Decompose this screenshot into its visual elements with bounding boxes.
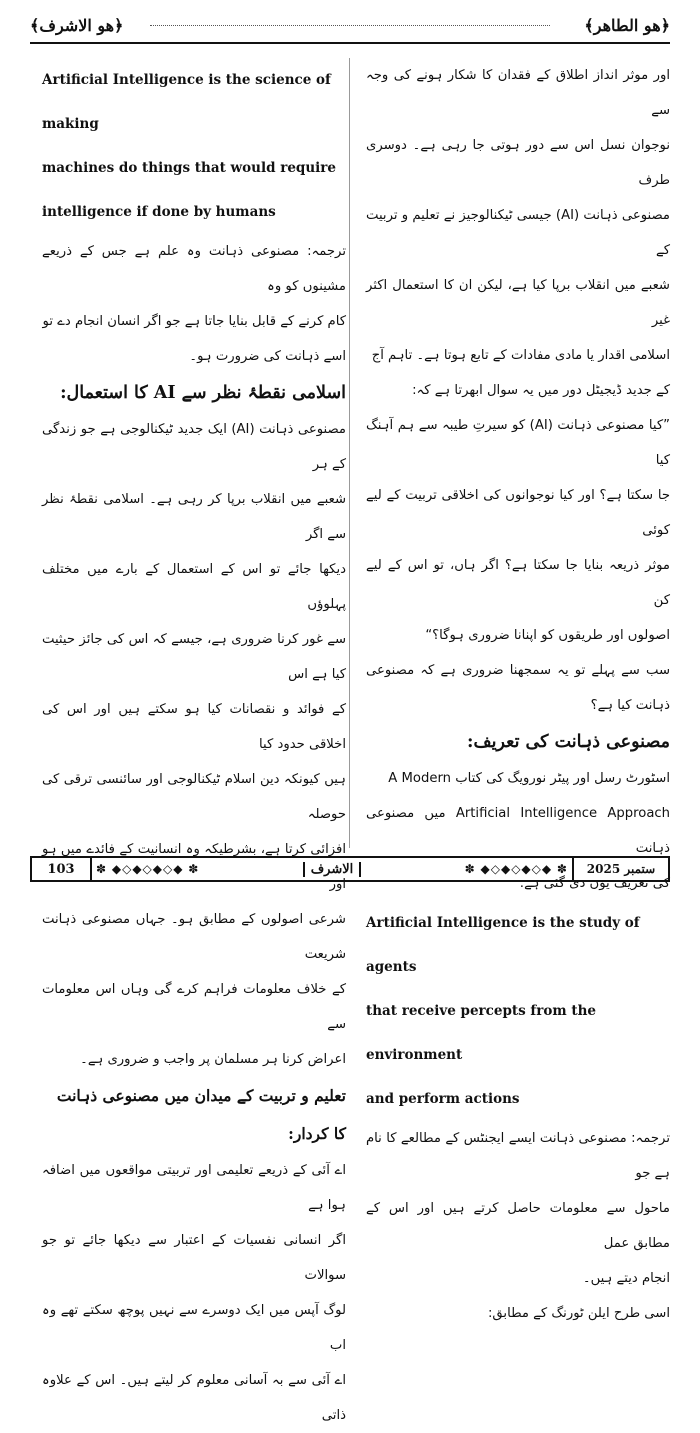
quote-line: ”کیا مصنوعی ذہانت (AI) کو سیرتِ طیبہ سے ہم آہنگ کیا xyxy=(366,418,671,468)
magazine-name: الاشرف xyxy=(303,862,362,877)
quote-line: اصولوں اور طریقوں کو اپنانا ضروری ہوگا؟“ xyxy=(425,628,670,643)
page-footer xyxy=(30,856,670,882)
paragraph-line: مصنوعی ذہانت (AI) ایک جدید ٹیکنالوجی ہے جو زندگی کے ہر xyxy=(42,422,346,472)
paragraph-line: نوجوان نسل اس سے دور ہوتی جا رہی ہے۔ دوسری طرف xyxy=(366,138,670,188)
paragraph-line: افزائی کرتا ہے، بشرطیکہ وہ انسانیت کے فائدے میں ہو اور xyxy=(42,842,346,892)
paragraph-line: شعبے میں انقلاب برپا کر رہی ہے۔ اسلامی نقطۂ نظر سے اگر xyxy=(42,492,346,542)
paragraph-line: اسٹورٹ رسل اور پیٹر نورویگ کی کتاب A Modern xyxy=(388,771,670,786)
english-definition-line: and perform actions xyxy=(366,1091,520,1107)
paragraph-line: ہیں کیونکہ دین اسلام ٹیکنالوجی اور سائنسی ترقی کی حوصلہ xyxy=(42,772,346,822)
paragraph-line: اعراض کرنا ہر مسلمان پر واجب و ضروری ہے۔ xyxy=(80,1052,346,1067)
section-heading: تعلیم و تربیت کے میدان میں مصنوعی ذہانت کا کردار: xyxy=(56,1086,346,1143)
paragraph-line: Artificial Intelligence Approach میں مصنوعی ذہانت xyxy=(366,806,671,856)
header-title-left: ﴿هو الاشرف﴾ xyxy=(30,16,124,35)
paragraph-line: کے جدید ڈیجیٹل دور میں یہ سوال ابھرتا ہے کہ: xyxy=(412,383,670,398)
translation-line: ماحول سے معلومات حاصل کرتے ہیں اور اس کے مطابق عمل xyxy=(366,1201,670,1251)
page-number: 103 xyxy=(32,858,92,880)
translation-line: ترجمہ: مصنوعی ذہانت ایسے ایجنٹس کے مطالعے کا نام ہے جو xyxy=(366,1131,670,1181)
translation-line: ترجمہ: مصنوعی ذہانت وہ علم ہے جس کے ذریعے مشینوں کو وہ xyxy=(42,244,346,294)
quote-line: موثر ذریعہ بنایا جا سکتا ہے؟ اگر ہاں، تو اس کے لیے کن xyxy=(366,558,670,608)
paragraph-line: کے خلاف معلومات فراہم کرے گی وہاں اس معلومات سے xyxy=(42,982,346,1032)
left-column xyxy=(42,58,346,1433)
paragraph-line: دیکھا جائے تو اس کے استعمال کے بارے میں مختلف پہلوؤں xyxy=(42,562,346,612)
header-ornament-line xyxy=(150,25,550,26)
english-definition-line: intelligence if done by humans xyxy=(42,204,276,220)
paragraph-line: سے غور کرنا ضروری ہے، جیسے کہ اس کی جائز حیثیت کیا ہے اس xyxy=(42,632,346,682)
paragraph-line: شعبے میں انقلاب برپا کیا ہے، لیکن ان کا استعمال اکثر غیر xyxy=(366,278,670,328)
issue-date: ستمبر 2025 xyxy=(572,858,668,880)
paragraph-line: اور موثر انداز اطلاق کے فقدان کا شکار ہونے کی وجہ سے xyxy=(366,68,670,118)
paragraph-line: اے آئی کے ذریعے تعلیمی اور تربیتی مواقعوں میں اضافہ ہوا ہے xyxy=(42,1163,346,1213)
section-heading: اسلامی نقطۂ نظر سے AI کا استعمال: xyxy=(60,383,346,403)
paragraph-line: لوگ آپس میں ایک دوسرے سے نہیں پوچھ سکتے تھے وہ اب xyxy=(42,1303,346,1353)
translation-line: اسے ذہانت کی ضرورت ہو۔ xyxy=(189,349,346,364)
translation-line: کام کرنے کے قابل بنایا جاتا ہے جو اگر انسان انجام دے تو xyxy=(42,314,346,329)
translation-line: انجام دیتے ہیں۔ xyxy=(582,1271,670,1286)
paragraph-line: اسی طرح ایلن ٹورنگ کے مطابق: xyxy=(487,1306,670,1321)
paragraph-line: سب سے پہلے تو یہ سمجھنا ضروری ہے کہ مصنوعی ذہانت کیا ہے؟ xyxy=(366,663,670,713)
paragraph-line: کے فوائد و نقصانات کیا ہو سکتے ہیں اور اس کی اخلاقی حدود کیا xyxy=(42,702,346,752)
header-rule xyxy=(30,42,670,44)
section-heading: مصنوعی ذہانت کی تعریف: xyxy=(467,732,670,752)
paragraph-line: کی تعریف یوں دی گئی ہے: xyxy=(519,876,670,891)
paragraph-line: مصنوعی ذہانت (AI) جیسی ٹیکنالوجیز نے تعلیم و تربیت کے xyxy=(366,208,671,258)
paragraph-line: اگر انسانی نفسیات کے اعتبار سے دیکھا جائے تو جو سوالات xyxy=(42,1233,346,1283)
ornament-left: ✽ ◆◇◆◇◆◇◆ ✽ xyxy=(96,862,200,876)
english-definition-line: that receive percepts from the environment xyxy=(366,1003,596,1063)
paragraph-line: اسلامی اقدار یا مادی مفادات کے تابع ہوتا ہے۔ تاہم آج xyxy=(371,348,670,363)
english-definition-line: Artificial Intelligence is the science of making xyxy=(42,72,331,132)
right-column xyxy=(366,58,670,1331)
footer-ornament xyxy=(96,858,568,880)
column-divider xyxy=(349,58,350,848)
paragraph-line: شرعی اصولوں کے مطابق ہو۔ جہاں مصنوعی ذہانت شریعت xyxy=(42,912,346,962)
ornament-right: ✽ ◆◇◆◇◆◇◆ ✽ xyxy=(464,862,568,876)
english-definition-line: Artificial Intelligence is the study of agents xyxy=(366,915,640,975)
header-title-right: ﴿هو الطاهر﴾ xyxy=(584,16,670,35)
quote-line: جا سکتا ہے؟ اور کیا نوجوانوں کی اخلاقی تربیت کے لیے کوئی xyxy=(366,488,670,538)
english-definition-line: machines do things that would require xyxy=(42,160,337,176)
paragraph-line: اے آئی سے بہ آسانی معلوم کر لیتے ہیں۔ اس کے علاوہ ذاتی xyxy=(42,1373,346,1423)
page-header xyxy=(30,16,670,42)
